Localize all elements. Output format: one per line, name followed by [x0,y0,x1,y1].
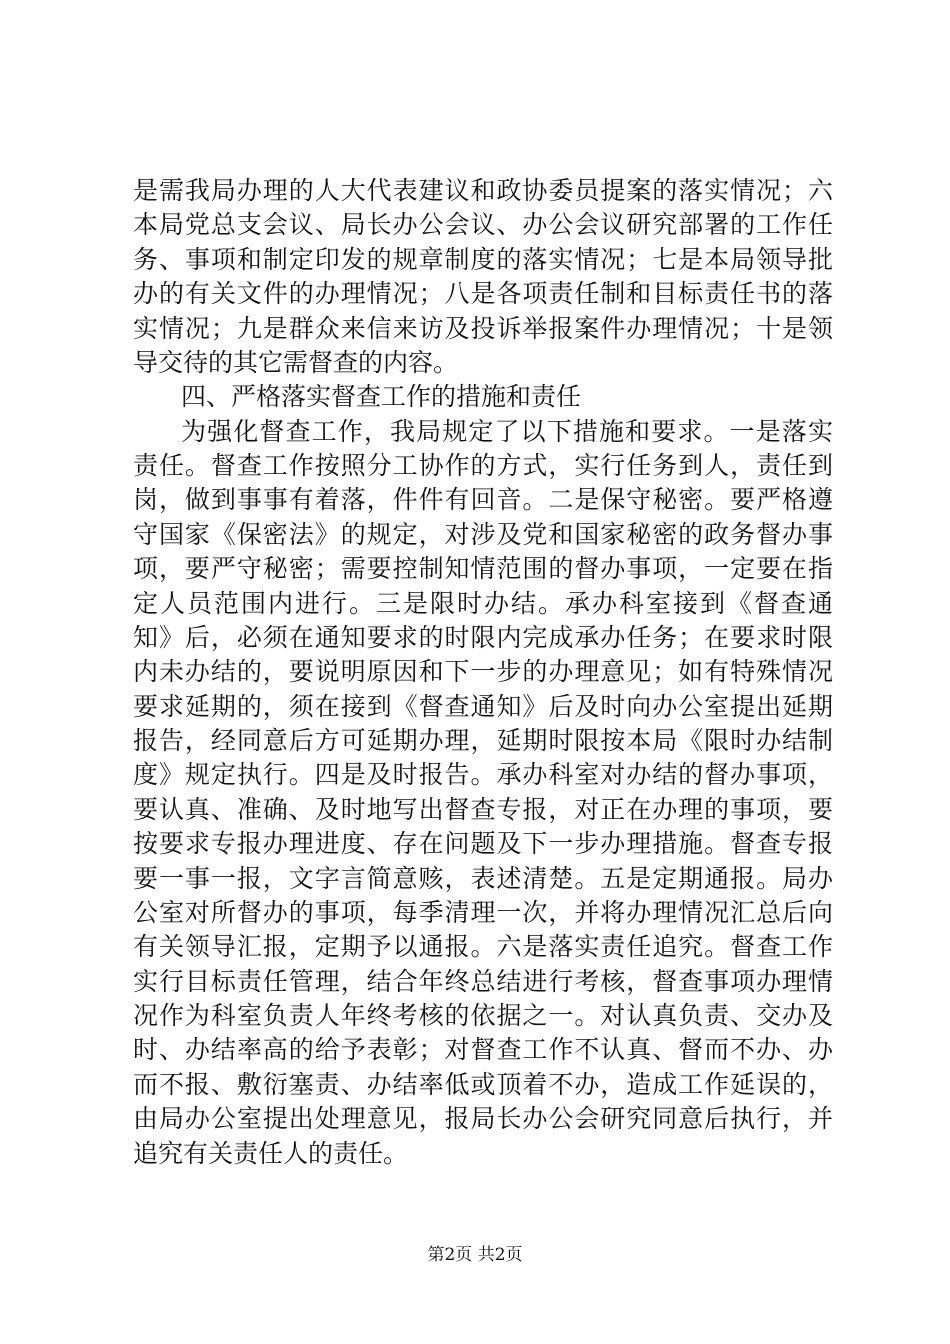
body-text-line: 追究有关责任人的责任。 [133,1139,409,1168]
body-text-line: 况作为科室负责人年终考核的依据之一。对认真负责、交办及 [133,1001,833,1030]
body-text-line: 时、办结率高的给予表彰；对督查工作不认真、督而不办、办 [133,1035,833,1064]
body-text-line: 度》规定执行。四是及时报告。承办科室对办结的督办事项， [133,760,833,789]
body-text-line: 知》后，必须在通知要求的时限内完成承办任务；在要求时限 [133,623,833,652]
body-text-line: 办的有关文件的办理情况；八是各项责任制和目标责任书的落 [133,279,833,308]
body-text-line: 有关领导汇报，定期予以通报。六是落实责任追究。督查工作 [133,932,833,961]
body-text-line: 定人员范围内进行。三是限时办结。承办科室接到《督查通 [133,589,833,618]
body-text-line: 项，要严守秘密；需要控制知情范围的督办事项，一定要在指 [133,554,833,583]
body-text-line: 报告，经同意后方可延期办理，延期时限按本局《限时办结制 [133,726,833,755]
body-text-line: 内未办结的，要说明原因和下一步的办理意见；如有特殊情况 [133,657,833,686]
body-text-line: 要求延期的，须在接到《督查通知》后及时向办公室提出延期 [133,692,833,721]
body-text-line: 公室对所督办的事项，每季清理一次，并将办理情况汇总后向 [133,898,833,927]
body-text-line: 本局党总支会议、局长办公会议、办公会议研究部署的工作任 [133,210,833,239]
body-text-line: 按要求专报办理进度、存在问题及下一步办理措施。督查专报 [133,829,833,858]
body-text-line: 要一事一报，文字言简意赅，表述清楚。五是定期通报。局办 [133,864,833,893]
body-text-line: 导交待的其它需督查的内容。 [133,348,459,377]
section-heading: 四、严格落实督查工作的措施和责任 [181,382,582,411]
page-number-footer: 第2页 共2页 [427,1245,523,1265]
body-text-line: 实行目标责任管理，结合年终总结进行考核，督查事项办理情 [133,967,833,996]
paragraph-first-line: 为强化督查工作，我局规定了以下措施和要求。一是落实 [181,417,833,446]
body-text-line: 责任。督查工作按照分工协作的方式，实行任务到人，责任到 [133,451,833,480]
body-text-line: 而不报、敷衍塞责、办结率低或顶着不办，造成工作延误的， [133,1070,833,1099]
body-text-line: 务、事项和制定印发的规章制度的落实情况；七是本局领导批 [133,245,833,274]
body-text-line: 由局办公室提出处理意见，报局长办公会研究同意后执行，并 [133,1104,833,1133]
body-text-line: 要认真、准确、及时地写出督查专报，对正在办理的事项，要 [133,795,833,824]
body-text-line: 岗，做到事事有着落，件件有回音。二是保守秘密。要严格遵 [133,485,833,514]
body-text-line: 是需我局办理的人大代表建议和政协委员提案的落实情况；六 [133,176,833,205]
body-text-line: 实情况；九是群众来信来访及投诉举报案件办理情况；十是领 [133,314,833,343]
body-text-line: 守国家《保密法》的规定，对涉及党和国家秘密的政务督办事 [133,520,833,549]
